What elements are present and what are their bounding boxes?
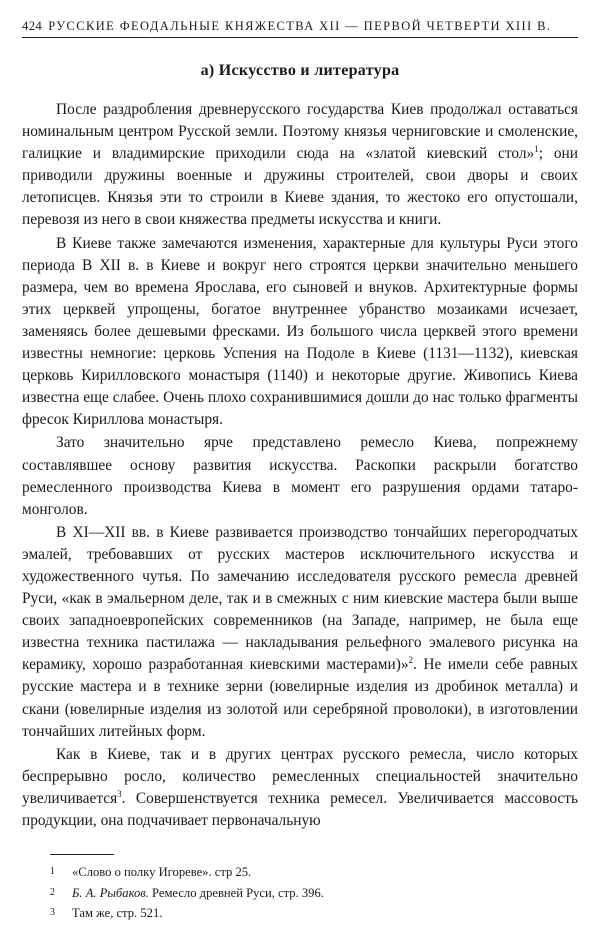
footnote-2-author: Б. А. Рыбаков. xyxy=(72,885,149,900)
paragraph-3: Зато значительно ярче представлено ремесло Киева, попрежнему составлявшее основу развития искусства. Раскопки раскрыли богатство ремесленного производства Киева в момент его разрушения ордами татаро-монголов. xyxy=(22,434,578,518)
paragraph-5 xyxy=(22,744,578,832)
running-header xyxy=(22,14,578,38)
footnote-2-mark: 2 xyxy=(50,886,55,898)
footnote-3-mark: 3 xyxy=(50,907,55,918)
page-number: 424 xyxy=(22,19,43,33)
paragraph-4 xyxy=(22,522,578,743)
paragraph-5-text-a: Как в Киеве, так и в других центрах русского ремесла, число которых беспрерывно росло, количество ремесленных специальностей значительно увеличивается xyxy=(22,745,578,807)
footnote-1-text: «Слово о полку Игореве». стр 25. xyxy=(72,865,252,879)
paragraph-1-text-b: ; они приводили дружины военные и дружины строителей, свои дворы и своих летописцев. Князья эти то строили в Киеве здания, то жестоко его опустошали, перевозя из него в свои княжества предметы искусства и книги. xyxy=(22,145,578,229)
footnote-1-mark: 1 xyxy=(50,866,55,877)
body-text xyxy=(22,99,578,832)
footnote-divider xyxy=(50,854,114,855)
paragraph-5-text-b: . Совершенствуется техника ремесел. Увеличивается массовость продукции, она подчачивает первоначальную xyxy=(22,789,578,829)
paragraph-1-text-a: После раздробления древнерусского государства Киев продолжал оставаться номинальным центром Русской земли. Поэтому князья черниговские и смоленские, галицкие и владимирские приходили сюда на «златой киевский стол» xyxy=(22,101,578,163)
footnote-3 xyxy=(50,903,570,924)
footnote-1 xyxy=(50,862,570,883)
paragraph-4-text-b: . Не имели себе равных русские мастера и в технике зерни (ювелирные изделия из дробинок металла) и скани (ювелирные изделия из золотой или серебряной проволоки), в изготовлении тончайших литейных форм. xyxy=(22,656,578,740)
footnote-2-text: Ремесло древней Руси, стр. 396. xyxy=(148,885,324,900)
paragraph-4-text-a: В XI—XII вв. в Киеве развивается производство тончайших перегородчатых эмалей, требовавших от русских мастеров исключительного искусства и художественного чутья. По замечанию исследователя русского ремесла древней Руси, «как в эмальерном деле, так и в смежных с ним киевские мастера были выше своих западноевропейских современников (на Западе, например, не была еще известна техника пастилажа — накладывания рельефного эмалевого рисунка на керамику, хорошо разработанная киевскими мастерами)» xyxy=(22,523,578,674)
footnote-ref-3: 3 xyxy=(117,788,122,799)
running-title: РУССКИЕ ФЕОДАЛЬНЫЕ КНЯЖЕСТВА XII — ПЕРВОЙ ЧЕТВЕРТИ XIII В. xyxy=(48,19,552,33)
paragraph-1 xyxy=(22,99,578,232)
footnote-ref-2: 2 xyxy=(408,655,414,666)
paragraph-2: В Киеве также замечаются изменения, характерные для культуры Руси этого периода В XII в. в Киеве и вокруг него строятся церкви значительно меньшего размера, чем во времена Ярослава, его сыновей и внуков. Архитектурные формы этих церквей упрощены, богатое внутреннее убранство мозаиками исчезает, заменяясь более дешевыми фресками. Из большого числа церквей этого времени известны немногие: церковь Успения на Подоле в Киеве (1131—1132), киевская церковь Кирилловского монастыря (1140) и некоторые другие. Живопись Киева известна еще слабее. Очень плохо сохранившимися дошли до нас только фрагменты фресок Кириллова монастыря. xyxy=(22,234,578,429)
footnote-ref-1: 1 xyxy=(534,144,539,155)
footnotes xyxy=(50,862,570,924)
footnote-2 xyxy=(50,883,570,904)
footnote-3-text: Там же, стр. 521. xyxy=(72,906,163,920)
section-title: а) Искусство и литература xyxy=(200,62,400,79)
